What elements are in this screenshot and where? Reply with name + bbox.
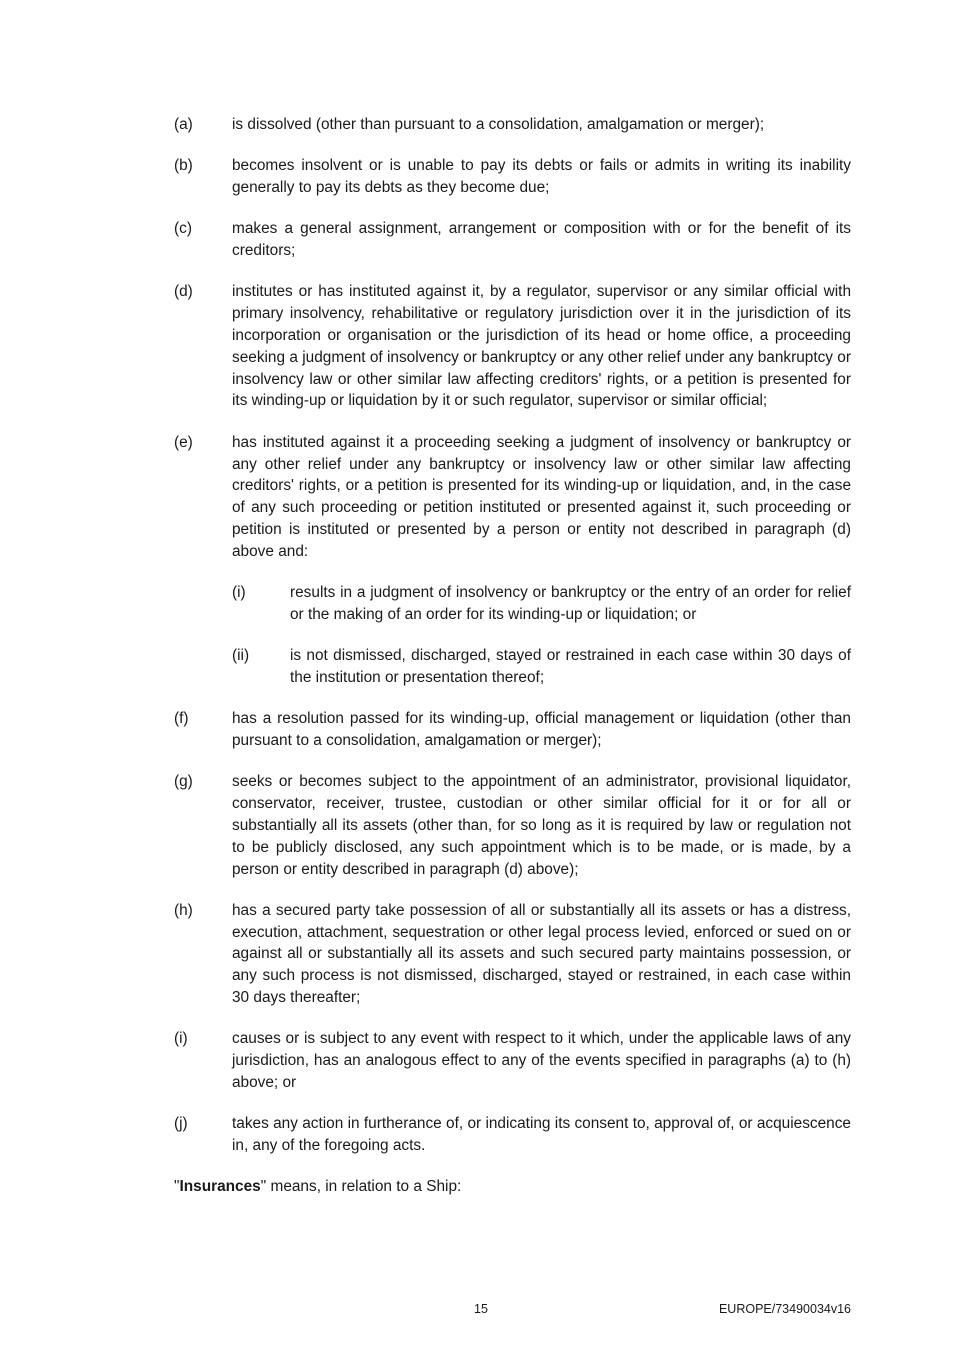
subclause-text: results in a judgment of insolvency or bankruptcy or the entry of an order for relief or the making of an order for its winding-up or liquidation; or	[290, 584, 851, 623]
clause-e-body	[232, 432, 851, 689]
clause-h	[174, 900, 851, 1009]
clause-label: (g)	[174, 773, 193, 791]
clause-label: (b)	[174, 157, 193, 175]
definition-open-quote: "	[174, 1178, 180, 1196]
clause-text: is dissolved (other than pursuant to a consolidation, amalgamation or merger);	[232, 116, 765, 133]
clause-b	[174, 155, 851, 199]
subclause-label: (ii)	[232, 647, 250, 665]
subclause-e-ii	[232, 645, 851, 689]
clause-label: (a)	[174, 116, 193, 133]
clause-text: takes any action in furtherance of, or indicating its consent to, approval of, or acquiescence in, any of the foregoing acts.	[232, 1115, 851, 1154]
clause-label: (h)	[174, 901, 193, 919]
definition-close-quote: "	[260, 1178, 267, 1196]
clause-label: (d)	[174, 283, 193, 301]
document-reference: EUROPE/73490034v16	[718, 1302, 851, 1316]
clause-f	[174, 708, 851, 752]
clause-text: institutes or has instituted against it, by a regulator, supervisor or any similar official with primary insolvency, rehabilitative or regulatory jurisdiction over it in the jurisdiction of its incorporation or organisation or the jurisdiction of its head or home office, a proceeding seeking a judgment of insolvency or bankruptcy or any other relief under any bankruptcy or insolvency law or other similar law affecting creditors' rights, or a petition is presented for its winding-up or liquidation by it or such regulator, supervisor or similar official;	[232, 283, 851, 410]
definition-text: means, in relation to a Ship:	[266, 1178, 462, 1196]
clause-text: has a resolution passed for its winding-up, official management or liquidation (other than pursuant to a consolidation, amalgamation or merger);	[232, 710, 851, 750]
clause-text: causes or is subject to any event with respect to it which, under the applicable laws of any jurisdiction, has an analogous effect to any of the events specified in paragraphs (a) to (h) above; or	[232, 1030, 851, 1091]
subclause-label: (i)	[232, 584, 246, 602]
clause-c	[174, 218, 851, 262]
clause-i	[174, 1028, 851, 1093]
clause-label: (i)	[174, 1030, 188, 1048]
clause-label: (c)	[174, 220, 192, 238]
definition-insurances	[174, 1176, 851, 1198]
document-body	[174, 114, 851, 1198]
clause-j	[174, 1113, 851, 1157]
clause-label: (f)	[174, 710, 189, 728]
clause-text: has a secured party take possession of all or substantially all its assets or has a distress, execution, attachment, sequestration or other legal process levied, enforced or sued on or against all or substantially all its assets and such secured party maintains possession, or any such process is not dismissed, discharged, stayed or restrained, in each case within 30 days thereafter;	[232, 901, 851, 1006]
clause-text: makes a general assignment, arrangement or composition with or for the benefit of its creditors;	[232, 220, 851, 260]
definition-term: Insurances	[179, 1178, 261, 1196]
clause-text: seeks or becomes subject to the appointment of an administrator, provisional liquidator, conservator, receiver, trustee, custodian or other similar official for it or for all or substantially all its assets (other than, for so long as it is required by law or regulation not to be publicly disclosed, any such appointment which is to be made, or is made, by a person or entity described in paragraph (d) above);	[232, 773, 851, 878]
clause-d	[174, 281, 851, 412]
clause-label: (j)	[174, 1115, 188, 1133]
subclause-e-i	[232, 582, 851, 626]
page-number: 15	[474, 1302, 488, 1316]
clause-text: becomes insolvent or is unable to pay its debts or fails or admits in writing its inability generally to pay its debts as they become due;	[232, 157, 851, 197]
clause-label: (e)	[174, 433, 193, 451]
clause-a	[174, 114, 851, 136]
clause-g	[174, 771, 851, 880]
clause-e	[174, 432, 851, 689]
subclause-text: is not dismissed, discharged, stayed or restrained in each case within 30 days of the institution or presentation thereof;	[290, 647, 851, 686]
clause-text: has instituted against it a proceeding seeking a judgment of insolvency or bankruptcy or any other relief under any bankruptcy or insolvency law or other similar law affecting creditors' rights, or a petition is presented for its winding-up or liquidation, and, in the case of any such proceeding or petition instituted or presented against it, such proceeding or petition is instituted or presented by a person or entity not described in paragraph (d) above and:	[232, 433, 851, 560]
